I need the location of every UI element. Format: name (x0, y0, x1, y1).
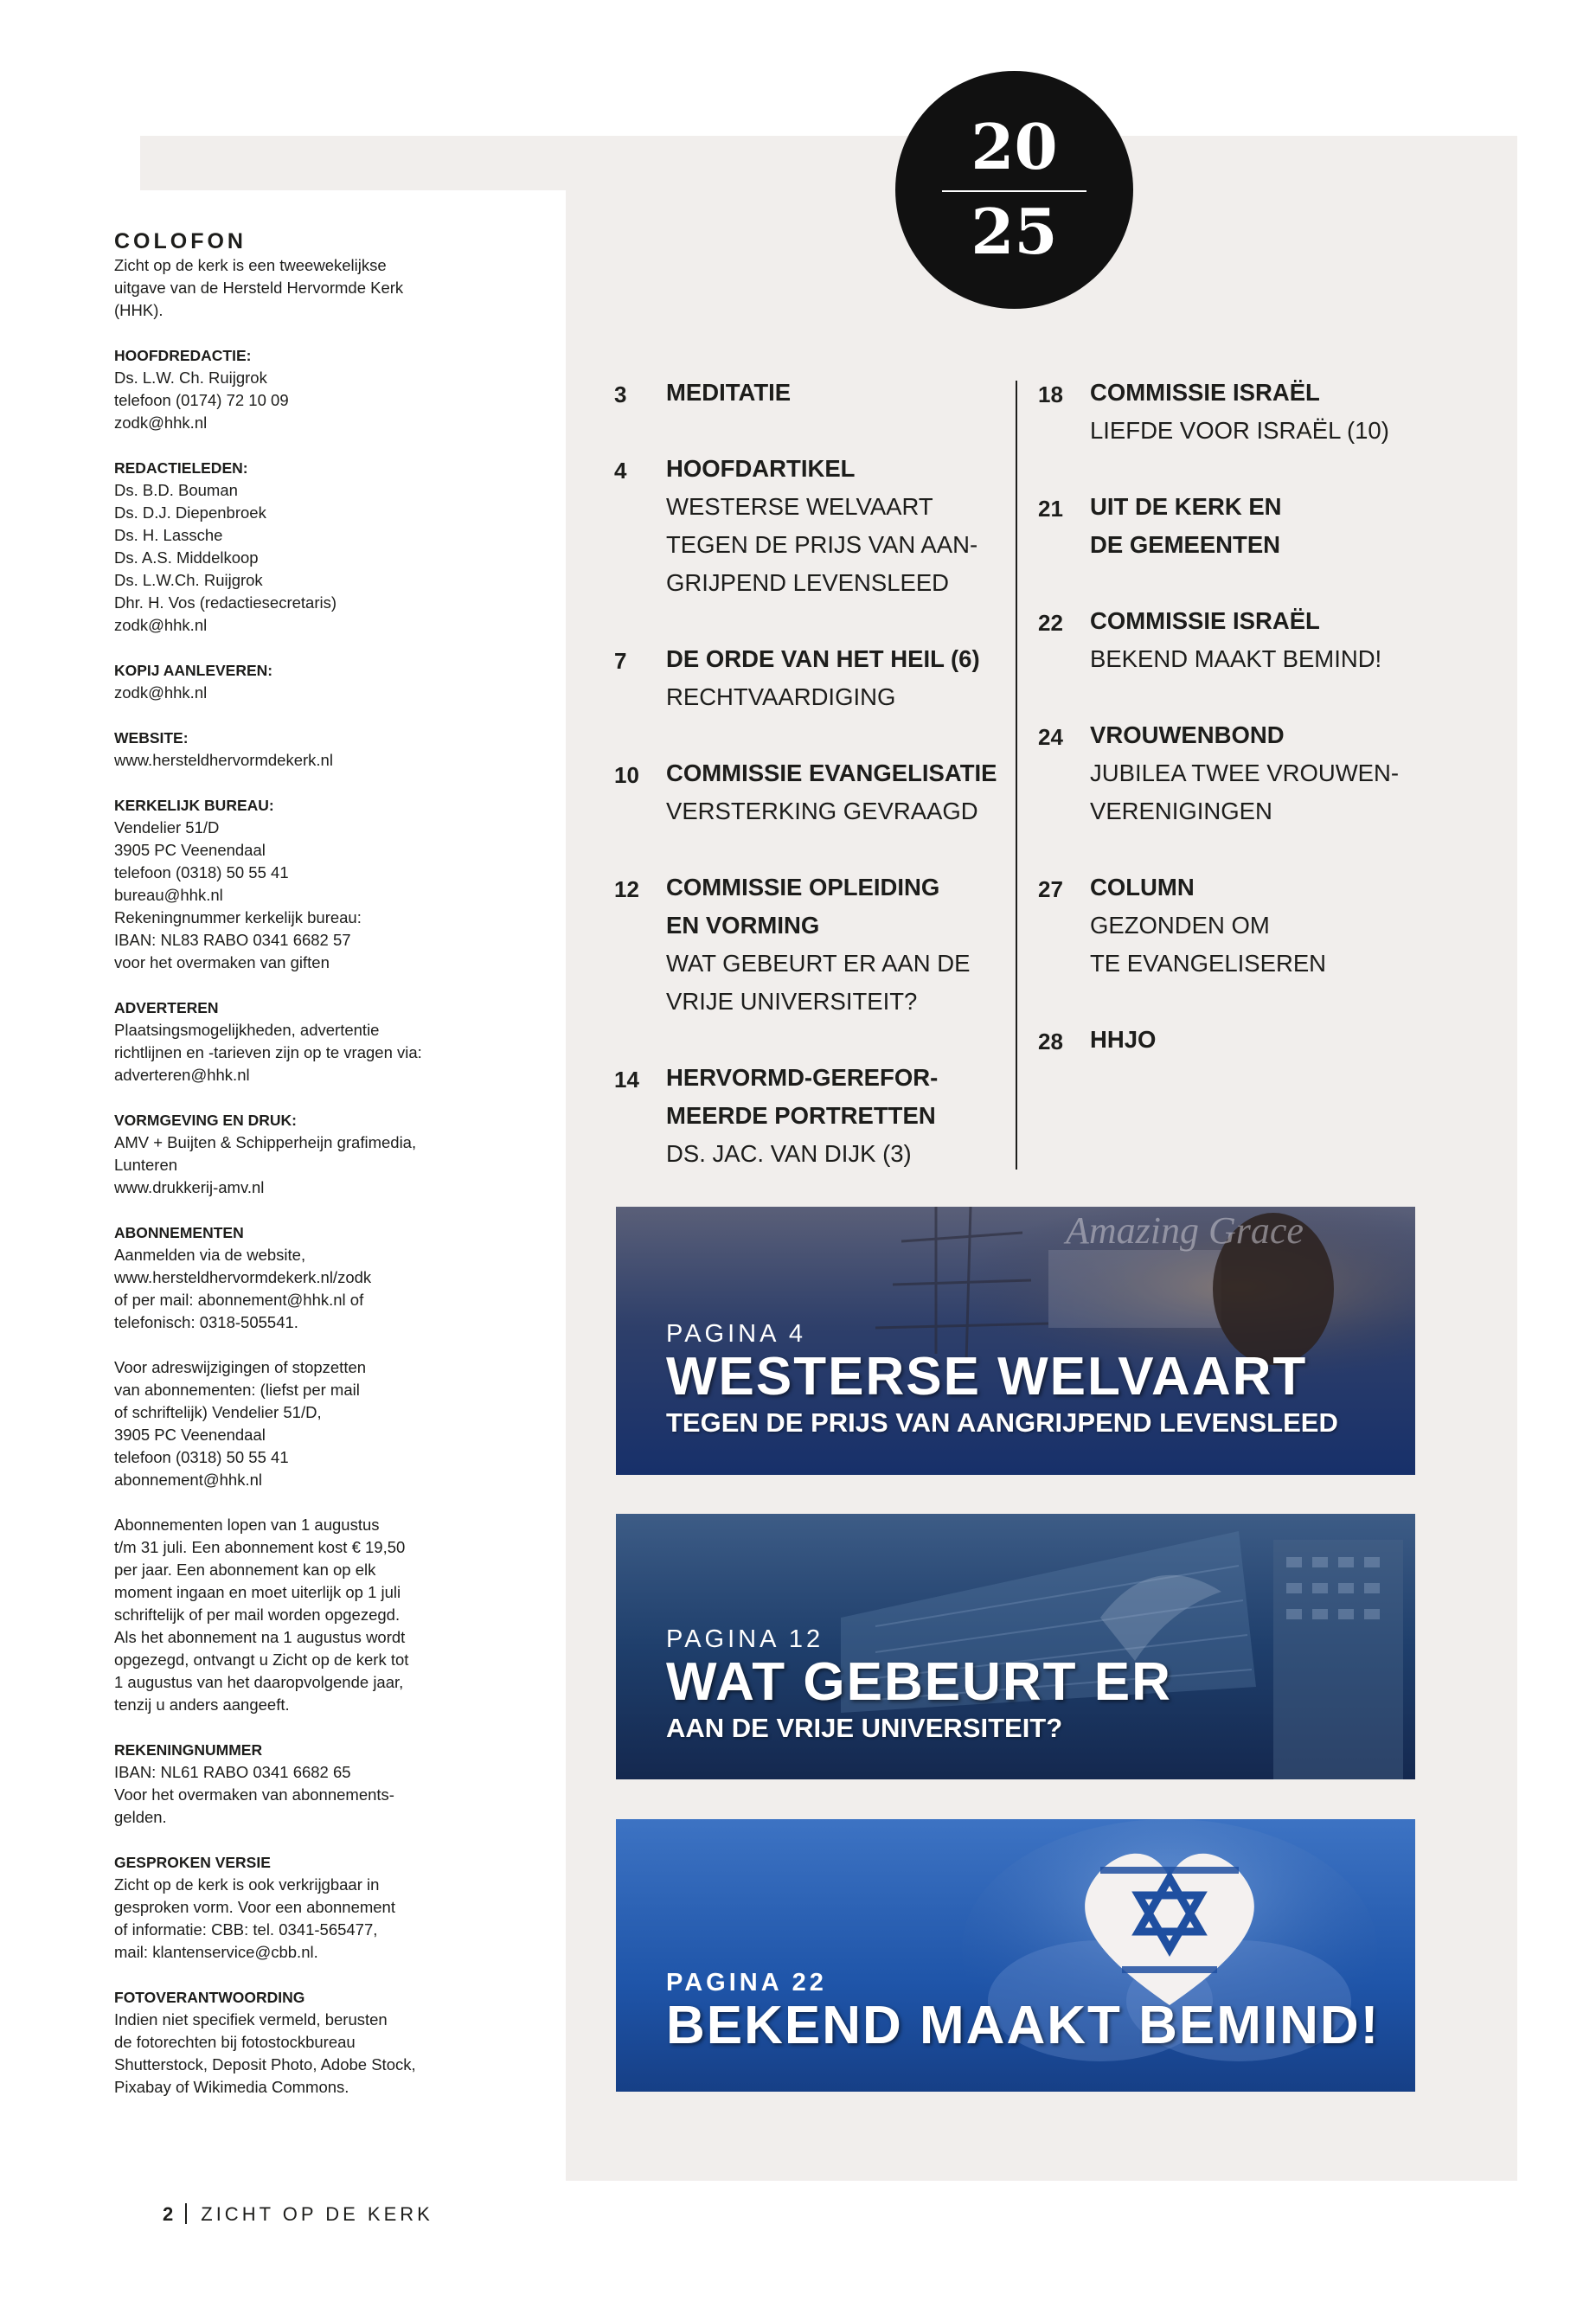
colofon-line: opgezegd, ontvangt u Zicht op de kerk tot (114, 1650, 409, 1669)
colofon-intro (114, 254, 486, 322)
colofon-section-heading: REKENINGNUMMER (114, 1741, 263, 1759)
toc-entry[interactable] (614, 450, 1003, 602)
toc-entry-title: EN VORMING (666, 912, 820, 939)
year-top: 20 (971, 110, 1058, 183)
toc-page-number: 18 (1038, 381, 1063, 407)
toc-entry-title: HHJO (1090, 1026, 1157, 1053)
banner-text (666, 1625, 1172, 1746)
toc-entry-subtitle: VRIJE UNIVERSITEIT? (666, 988, 918, 1015)
banner-page-label: PAGINA 12 (666, 1625, 824, 1653)
toc-entry[interactable] (1038, 602, 1453, 678)
colofon-line: gesproken vorm. Voor een abonnement (114, 1898, 395, 1916)
toc-entry-subtitle: RECHTVAARDIGING (666, 683, 896, 710)
colofon-section-heading: ABONNEMENTEN (114, 1224, 244, 1241)
toc-page-number: 22 (1038, 610, 1063, 636)
toc-entry-subtitle: VERSTERKING GEVRAAGD (666, 798, 978, 824)
colofon-sections (114, 344, 486, 2099)
toc-entry-subtitle: LIEFDE VOOR ISRAËL (10) (1090, 417, 1389, 444)
colofon-section (114, 659, 486, 704)
colofon-line: 3905 PC Veenendaal (114, 841, 266, 859)
colofon-section (114, 997, 486, 1086)
colofon-line: of per mail: abonnement@hhk.nl of (114, 1291, 364, 1309)
colofon-section (114, 457, 486, 637)
banner-subtitle: TEGEN DE PRIJS VAN AANGRIJPEND LEVENSLEED (666, 1407, 1338, 1438)
colofon-line: tenzij u anders aangeeft. (114, 1695, 290, 1714)
toc-entry-title: DE ORDE VAN HET HEIL (6) (666, 645, 980, 672)
colofon-line: Pixabay of Wikimedia Commons. (114, 2078, 349, 2096)
colofon-line: Indien niet specifiek vermeld, berusten (114, 2010, 388, 2029)
colofon-line: www.hersteldhervormdekerk.nl (114, 751, 333, 769)
colofon-line: Ds. H. Lassche (114, 526, 223, 544)
colofon-intro-line: Zicht op de kerk is een tweewekelijkse (114, 256, 387, 274)
toc-entry-title: MEERDE PORTRETTEN (666, 1102, 936, 1129)
colofon-section (114, 1851, 486, 1964)
toc-page-number: 10 (614, 762, 639, 788)
colofon-line: voor het overmaken van giften (114, 953, 330, 971)
year-bottom: 25 (971, 195, 1058, 268)
colofon-line: telefoon (0318) 50 55 41 (114, 1448, 289, 1466)
toc-entry[interactable] (614, 868, 1003, 1021)
colofon-line: t/m 31 juli. Een abonnement kost € 19,50 (114, 1538, 406, 1556)
feature-banner-israel[interactable] (616, 1819, 1415, 2092)
colofon-line: zodk@hhk.nl (114, 413, 208, 432)
colofon-line: AMV + Buijten & Schipperheijn grafimedia, (114, 1133, 417, 1151)
toc-entry[interactable] (1038, 1021, 1453, 1059)
toc-page-number: 14 (614, 1067, 639, 1093)
colofon-line: telefonisch: 0318-505541. (114, 1313, 298, 1331)
colofon-section-heading: KERKELIJK BUREAU: (114, 797, 274, 814)
toc-entry-subtitle: GEZONDEN OM (1090, 912, 1270, 939)
toc-entry-title: HERVORMD-GEREFOR- (666, 1064, 939, 1091)
colofon-section-heading: ADVERTEREN (114, 999, 219, 1016)
toc-entry[interactable] (614, 1059, 1003, 1173)
colofon-line: Zicht op de kerk is ook verkrijgbaar in (114, 1875, 380, 1894)
banner-page-label: PAGINA 4 (666, 1320, 807, 1348)
toc-entry-title: DE GEMEENTEN (1090, 531, 1281, 558)
colofon-line: zodk@hhk.nl (114, 616, 208, 634)
colofon-line: Ds. A.S. Middelkoop (114, 548, 259, 567)
toc-entry-subtitle: DS. JAC. VAN DIJK (3) (666, 1140, 912, 1167)
toc-entry-title: VROUWENBOND (1090, 721, 1285, 748)
colofon-section-heading: GESPROKEN VERSIE (114, 1854, 271, 1871)
toc-entry[interactable] (1038, 374, 1453, 450)
colofon-line: Abonnementen lopen van 1 augustus (114, 1516, 380, 1534)
toc-page-number: 24 (1038, 724, 1063, 750)
colofon-section-heading: FOTOVERANTWOORDING (114, 1989, 305, 2006)
toc-entry[interactable] (1038, 868, 1453, 983)
colofon-line: 1 augustus van het daaropvolgende jaar, (114, 1673, 404, 1691)
colofon-section (114, 1109, 486, 1199)
toc-page-number: 7 (614, 648, 627, 674)
toc-entry-subtitle: GRIJPEND LEVENSLEED (666, 569, 950, 596)
toc-entry[interactable] (614, 374, 1003, 412)
toc-left-column (614, 374, 1003, 1211)
toc-entry-title: COMMISSIE ISRAËL (1090, 379, 1320, 406)
colofon-line: zodk@hhk.nl (114, 683, 208, 702)
toc-entry[interactable] (1038, 716, 1453, 830)
feature-banner-welvaart[interactable] (616, 1207, 1415, 1475)
colofon-line: Lunteren (114, 1156, 178, 1174)
toc-entry-subtitle: WAT GEBEURT ER AAN DE (666, 950, 971, 977)
toc-entry-title: COMMISSIE ISRAËL (1090, 607, 1320, 634)
toc-entry[interactable] (1038, 488, 1453, 564)
toc-page-number: 3 (614, 381, 627, 407)
colofon-line: Dhr. H. Vos (redactiesecretaris) (114, 593, 337, 612)
colofon-line: Vendelier 51/D (114, 818, 220, 836)
banner-text (666, 1319, 1338, 1440)
banner-overlay-text: Amazing Grace (1066, 1209, 1304, 1252)
toc-entry-title: HOOFDARTIKEL (666, 455, 856, 482)
colofon-line: Ds. D.J. Diepenbroek (114, 503, 266, 522)
colofon-section (114, 1739, 486, 1829)
colofon-section-heading: HOOFDREDACTIE: (114, 347, 252, 364)
colofon-line: de fotorechten bij fotostockbureau (114, 2033, 356, 2051)
colofon-title: COLOFON (114, 229, 247, 253)
colofon-line: mail: klantenservice@cbb.nl. (114, 1943, 318, 1961)
colofon-line: IBAN: NL83 RABO 0341 6682 57 (114, 931, 351, 949)
toc-page-number: 28 (1038, 1029, 1063, 1054)
page-footer (163, 2202, 433, 2227)
colofon-line: adverteren@hhk.nl (114, 1066, 250, 1084)
toc-entry-subtitle: BEKEND MAAKT BEMIND! (1090, 645, 1382, 672)
toc-entry-title: COLUMN (1090, 874, 1195, 901)
colofon-line: bureau@hhk.nl (114, 886, 223, 904)
toc-entry-subtitle: TE EVANGELISEREN (1090, 950, 1327, 977)
year-divider (942, 190, 1086, 192)
colofon-intro-line: uitgave van de Hersteld Hervormde Kerk (114, 279, 404, 297)
colofon-section (114, 794, 486, 974)
banner-page-label: PAGINA 22 (666, 1969, 827, 1997)
toc-entry-subtitle: TEGEN DE PRIJS VAN AAN- (666, 531, 978, 558)
colofon-section-heading: VORMGEVING EN DRUK: (114, 1112, 297, 1129)
colofon-line: Rekeningnummer kerkelijk bureau: (114, 908, 362, 926)
colofon-line: Als het abonnement na 1 augustus wordt (114, 1628, 406, 1646)
colofon-line: Aanmelden via de website, (114, 1246, 306, 1264)
toc-page-number: 12 (614, 876, 639, 902)
toc-entry-title: COMMISSIE OPLEIDING (666, 874, 940, 901)
banner-subtitle: AAN DE VRIJE UNIVERSITEIT? (666, 1713, 1063, 1743)
colofon-line: Shutterstock, Deposit Photo, Adobe Stock, (114, 2055, 416, 2073)
colofon-section (114, 1986, 486, 2099)
colofon-line: www.drukkerij-amv.nl (114, 1178, 265, 1196)
colofon-section-heading: KOPIJ AANLEVEREN: (114, 662, 273, 679)
footer-divider (185, 2203, 187, 2224)
toc-entry-title: MEDITATIE (666, 379, 792, 406)
toc-page-number: 4 (614, 458, 627, 484)
banner-headline: WESTERSE WELVAART (666, 1347, 1308, 1407)
toc-page-number: 27 (1038, 876, 1063, 902)
colofon-section (114, 727, 486, 772)
colofon-section (114, 1221, 486, 1716)
colofon-line: gelden. (114, 1808, 167, 1826)
page-number: 2 (163, 2203, 174, 2225)
colofon-paragraph (114, 1514, 486, 1716)
toc-entry-title: UIT DE KERK EN (1090, 493, 1282, 520)
colofon-line: Voor adreswijzigingen of stopzetten (114, 1358, 367, 1376)
colofon (114, 228, 486, 2099)
banner-text (666, 1968, 1380, 2054)
banner-headline: WAT GEBEURT ER (666, 1652, 1172, 1712)
colofon-line: telefoon (0174) 72 10 09 (114, 391, 289, 409)
magazine-name: ZICHT OP DE KERK (201, 2203, 433, 2225)
colofon-line: Ds. L.W.Ch. Ruijgrok (114, 571, 263, 589)
colofon-line: www.hersteldhervormdekerk.nl/zodk (114, 1268, 372, 1286)
toc-right-column (1038, 374, 1453, 1097)
toc-entry-subtitle: VERENIGINGEN (1090, 798, 1272, 824)
toc-page-number: 21 (1038, 496, 1063, 522)
colofon-line: richtlijnen en -tarieven zijn op te vragen via: (114, 1043, 422, 1061)
colofon-line: telefoon (0318) 50 55 41 (114, 863, 289, 881)
colofon-line: moment ingaan en moet uiterlijk op 1 juli (114, 1583, 401, 1601)
toc-entry-title: COMMISSIE EVANGELISATIE (666, 760, 997, 786)
colofon-intro-line: (HHK). (114, 301, 163, 319)
colofon-line: Ds. L.W. Ch. Ruijgrok (114, 369, 267, 387)
feature-banner-vu[interactable] (616, 1514, 1415, 1779)
toc-entry-subtitle: WESTERSE WELVAART (666, 493, 933, 520)
colofon-line: IBAN: NL61 RABO 0341 6682 65 (114, 1763, 351, 1781)
colofon-line: of informatie: CBB: tel. 0341-565477, (114, 1920, 378, 1939)
colofon-line: Ds. B.D. Bouman (114, 481, 238, 499)
toc-entry-subtitle: JUBILEA TWEE VROUWEN- (1090, 760, 1400, 786)
toc-divider (1016, 381, 1017, 1170)
colofon-line: Voor het overmaken van abonnements- (114, 1785, 394, 1804)
toc-entry[interactable] (614, 754, 1003, 830)
colofon-section-heading: REDACTIELEDEN: (114, 459, 248, 477)
colofon-line: of schriftelijk) Vendelier 51/D, (114, 1403, 322, 1421)
colofon-line: van abonnementen: (liefst per mail (114, 1381, 360, 1399)
colofon-line: Plaatsingsmogelijkheden, advertentie (114, 1021, 380, 1039)
colofon-line: schriftelijk of per mail worden opgezegd. (114, 1606, 401, 1624)
colofon-section-heading: WEBSITE: (114, 729, 189, 747)
colofon-paragraph (114, 1356, 486, 1491)
year-badge (895, 71, 1133, 309)
colofon-line: abonnement@hhk.nl (114, 1471, 263, 1489)
banner-headline: BEKEND MAAKT BEMIND! (666, 1996, 1381, 2055)
colofon-line: 3905 PC Veenendaal (114, 1426, 266, 1444)
toc-entry[interactable] (614, 640, 1003, 716)
colofon-line: per jaar. Een abonnement kan op elk (114, 1561, 376, 1579)
colofon-section (114, 344, 486, 434)
